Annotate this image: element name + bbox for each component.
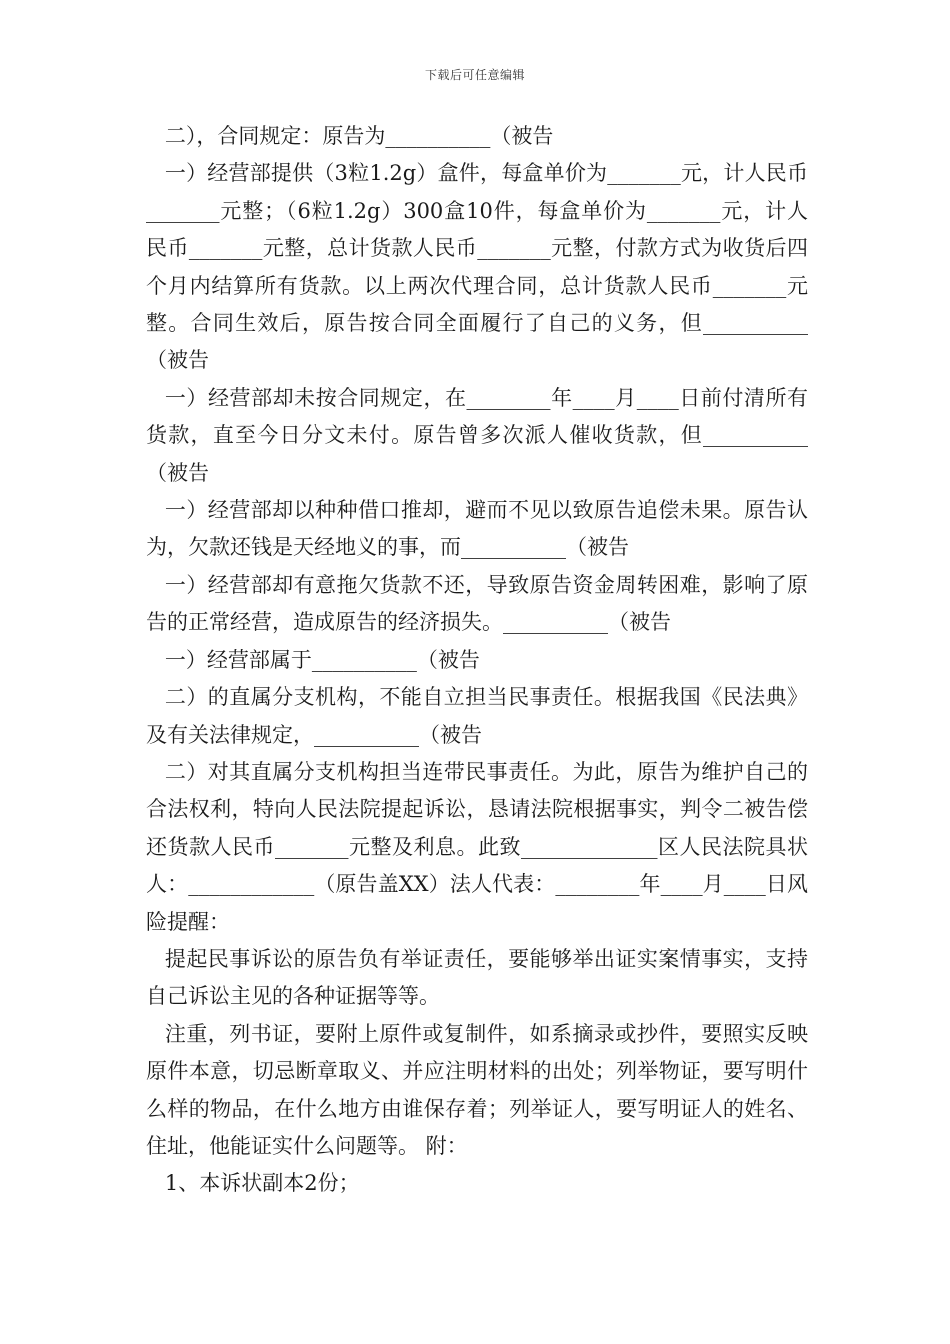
paragraph: 提起民事诉讼的原告负有举证责任，要能够举出证实案情事实，支持自己诉讼主见的各种证据等等。: [146, 946, 808, 1009]
paragraph: 二）对其直属分支机构担当连带民事责任。为此，原告为维护自己的合法权利，特向人民法院提起诉讼，恳请法院根据事实，判令二被告偿还货款人民币_______元整及利息。此致_____________区人民法院具状人：____________（原告盖XX）法人代表：________年____月____日风险提醒：: [146, 759, 808, 934]
document-body: [146, 118, 808, 1203]
paragraph: 一）经营部却有意拖欠货款不还，导致原告资金周转困难，影响了原告的正常经营，造成原告的经济损失。__________（被告: [146, 572, 808, 635]
paragraph: 一）经营部却未按合同规定，在________年____月____日前付清所有货款，直至今日分文未付。原告曾多次派人催收货款，但__________（被告: [146, 385, 808, 485]
paragraph: 1、本诉状副本2份；: [164, 1171, 360, 1196]
paragraph: 注重，列书证，要附上原件或复制件，如系摘录或抄件，要照实反映原件本意，切忌断章取义、并应注明材料的出处；列举物证，要写明什么样的物品，在什么地方由谁保存着；列举证人，要写明证人的姓名、住址，他能证实什么问题等。 附：: [146, 1021, 808, 1158]
paragraph: 二）的直属分支机构，不能自立担当民事责任。根据我国《民法典》及有关法律规定，__________（被告: [146, 685, 808, 747]
paragraph: 二），合同规定：原告为__________（被告: [164, 124, 554, 148]
page-header: 下载后可任意编辑: [424, 68, 525, 82]
paragraph: 一）经营部却以种种借口推却，避而不见以致原告追偿未果。原告认为，欠款还钱是天经地义的事，而__________（被告: [146, 498, 808, 560]
paragraph: 一）经营部提供（3粒1.2g）盒件，每盒单价为_______元，计人民币_______元整；（6粒1.2g）300盒10件，每盒单价为_______元，计人民币_______元整，总计货款人民币_______元整，付款方式为收货后四个月内结算所有货款。以上两次代理合同，总计货款人民币_______元整。合同生效后，原告按合同全面履行了自己的义务，但__________（被告: [146, 161, 808, 373]
paragraph: 一）经营部属于__________（被告: [164, 647, 480, 672]
